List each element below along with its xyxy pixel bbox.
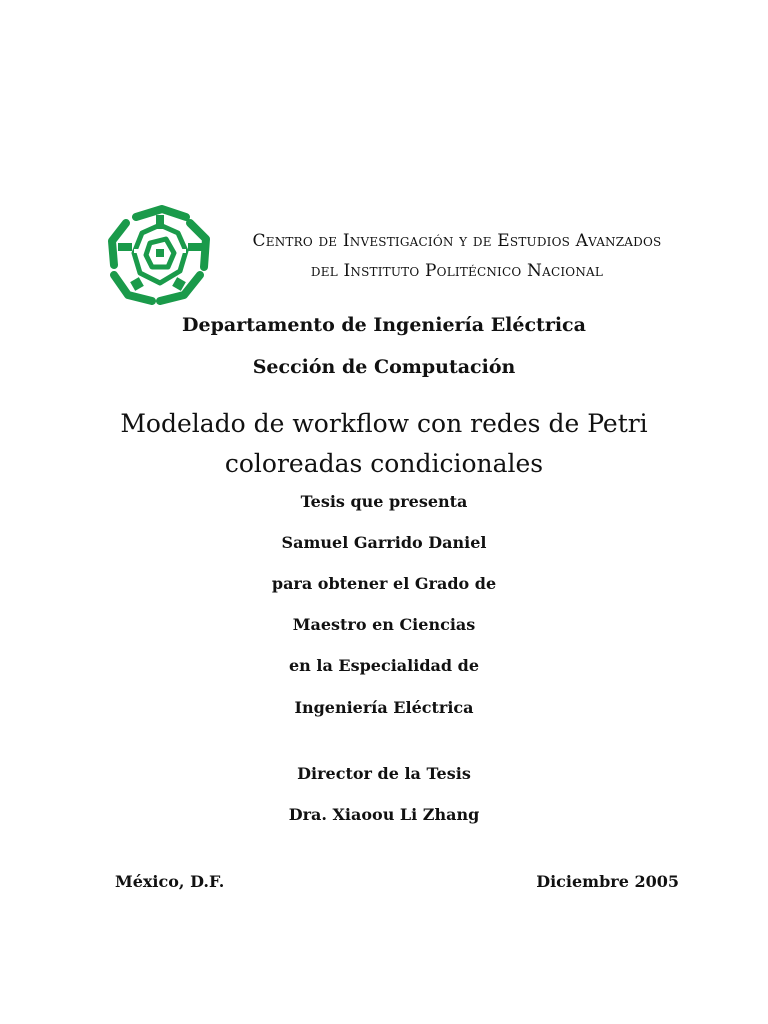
thesis-title-line-1: Modelado de workflow con redes de Petri (120, 409, 648, 438)
author-name: Samuel Garrido Daniel (281, 533, 487, 552)
department-name: Departamento de Ingeniería Eléctrica (182, 314, 586, 336)
section-name: Sección de Computación (252, 356, 516, 378)
director-label: Director de la Tesis (297, 764, 471, 783)
degree-purpose: para obtener el Grado de (271, 574, 497, 593)
director-name: Dra. Xiaoou Li Zhang (288, 805, 480, 824)
institution-line-2: del Instituto Politécnico Nacional (310, 261, 604, 281)
place: México, D.F. (115, 872, 225, 891)
cinvestav-logo (108, 205, 212, 305)
institution-name (222, 226, 692, 286)
specialty-name: Ingeniería Eléctrica (294, 698, 474, 717)
degree-name: Maestro en Ciencias (292, 615, 476, 634)
thesis-title (0, 404, 768, 484)
presented-by-label: Tesis que presenta (300, 492, 468, 511)
thesis-title-line-2: coloreadas condicionales (224, 449, 544, 478)
specialty-label: en la Especialidad de (289, 656, 479, 675)
date: Diciembre 2005 (536, 872, 679, 891)
institution-line-1: Centro de Investigación y de Estudios Avanzados (252, 231, 662, 251)
